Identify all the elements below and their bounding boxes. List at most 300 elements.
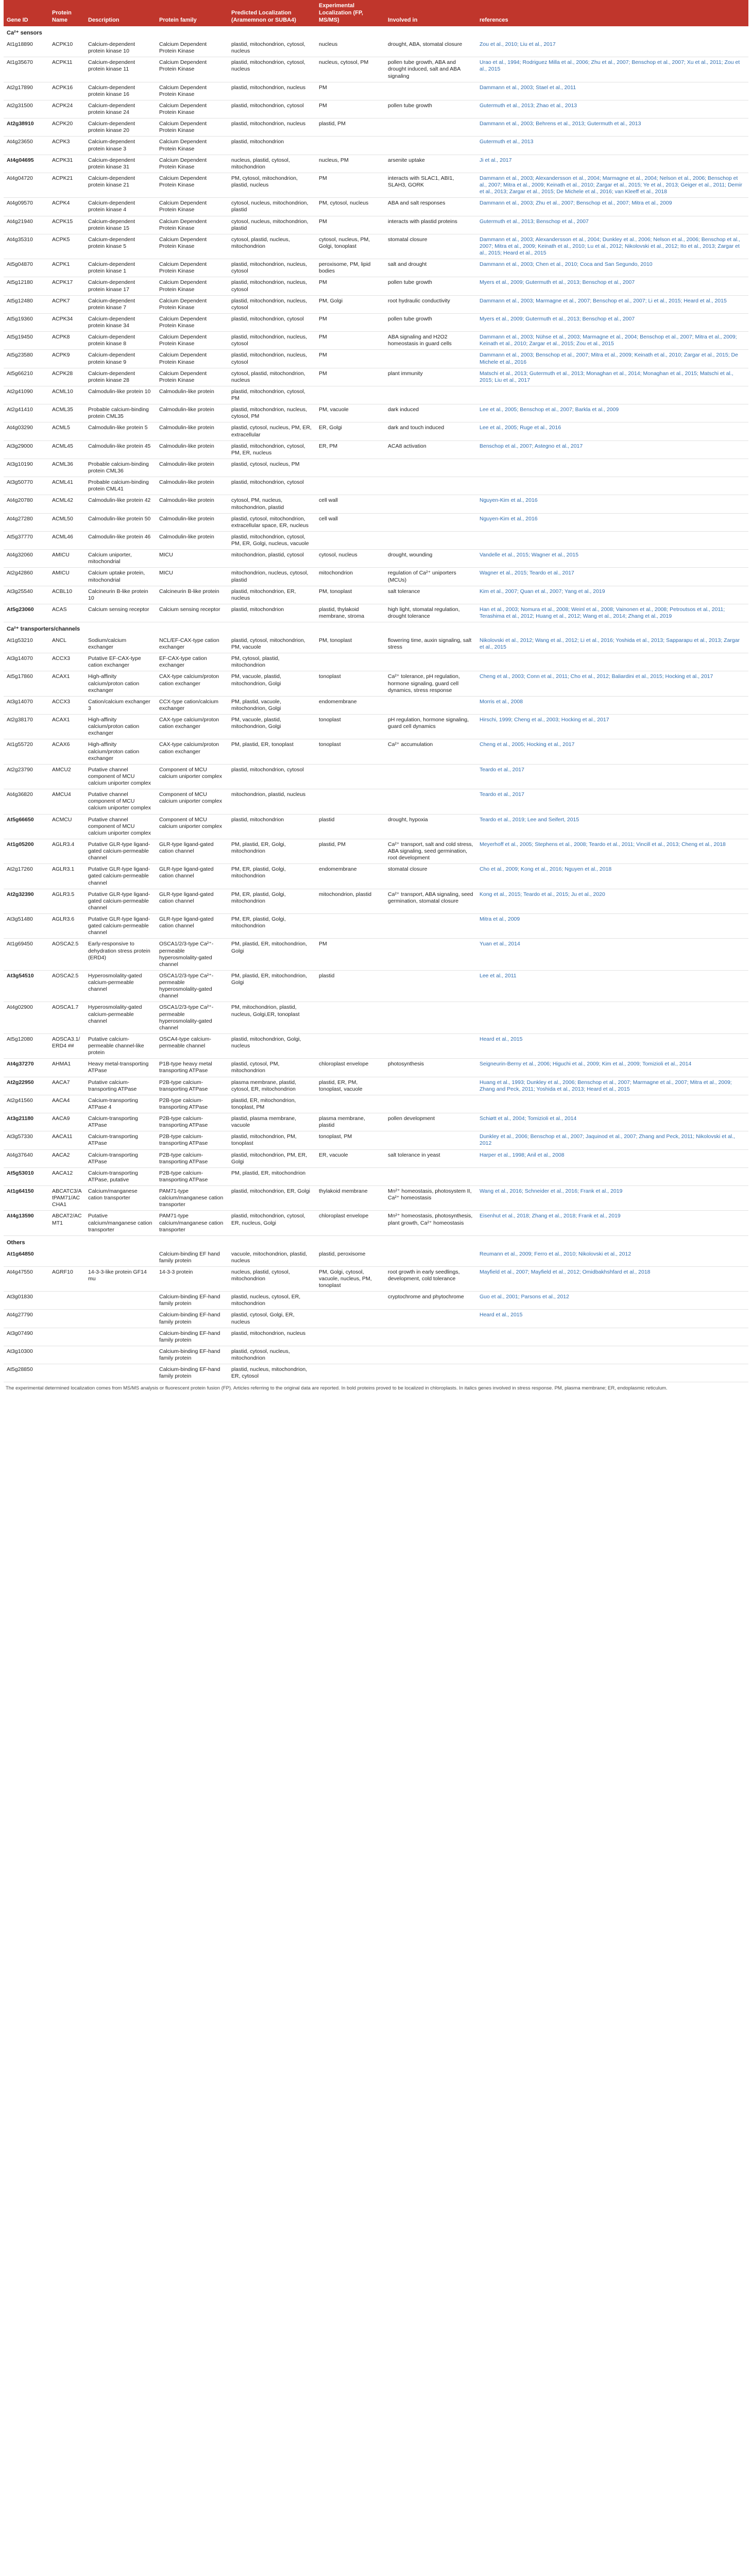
protein-family-cell: Calcium Dependent Protein Kinase — [156, 350, 228, 368]
description-cell: Probable calcium-binding protein CML36 — [85, 459, 156, 477]
protein-name-cell: ACPK15 — [49, 216, 85, 234]
description-cell: Heavy metal-transporting ATPase — [85, 1059, 156, 1077]
protein-family-cell: Calcium-binding EF-hand family protein — [156, 1346, 228, 1364]
gene-id-cell: At5g12480 — [4, 295, 49, 313]
gene-id-cell: At2g42860 — [4, 568, 49, 586]
involved-in-cell: Mn²⁺ homeostasis, photosynthesis, plant growth, Ca²⁺ homeostasis — [385, 1211, 476, 1235]
table-row — [4, 422, 748, 440]
protein-family-cell: CAX-type calcium/proton cation exchanger — [156, 739, 228, 764]
predicted-localization-cell: plastid, cytosol, mitochondrion, PM, vacuole — [228, 635, 316, 653]
gene-id-cell: At2g38170 — [4, 715, 49, 739]
protein-name-cell — [49, 1292, 85, 1310]
gene-id-cell: At3g57330 — [4, 1131, 49, 1149]
protein-name-cell: ACPK11 — [49, 57, 85, 82]
table-row — [4, 715, 748, 739]
protein-name-cell: ACPK5 — [49, 234, 85, 259]
experimental-localization-cell: nucleus — [316, 39, 385, 57]
references-cell: Wang et al., 2016; Schneider et al., 2016; Frank et al., 2019 — [476, 1186, 748, 1211]
references-cell: Harper et al., 1998; Anil et al., 2008 — [476, 1149, 748, 1167]
gene-id-cell: At1g64850 — [4, 1249, 49, 1267]
table-row — [4, 350, 748, 368]
references-cell: Urao et al., 1994; Rodriguez Milla et al., 2006; Zhu et al., 2007; Benschop et al., 2007; Xu et al., 2011; Zou et al., 2015 — [476, 57, 748, 82]
gene-id-cell: At4g35310 — [4, 234, 49, 259]
section-header-row — [4, 26, 748, 39]
table-row — [4, 1310, 748, 1328]
experimental-localization-cell: tonoplast — [316, 715, 385, 739]
involved-in-cell — [385, 1346, 476, 1364]
data-table — [4, 0, 748, 1382]
experimental-localization-cell: PM — [316, 939, 385, 971]
gene-id-cell: At2g32390 — [4, 889, 49, 913]
table-row — [4, 495, 748, 513]
references-cell: Dammann et al., 2003; Stael et al., 2011 — [476, 82, 748, 100]
section-title: Ca²⁺ sensors — [7, 30, 42, 37]
protein-name-cell: ACAX1 — [49, 715, 85, 739]
protein-name-cell: ACML42 — [49, 495, 85, 513]
description-cell: Calcium-dependent protein kinase 1 — [85, 259, 156, 277]
gene-id-cell: At5g19360 — [4, 313, 49, 331]
references-cell: Gutermuth et al., 2013; Zhao et al., 2013 — [476, 100, 748, 118]
protein-name-cell: ACPK8 — [49, 332, 85, 350]
experimental-localization-cell: plastid, peroxisome — [316, 1249, 385, 1267]
protein-name-cell: ACPK9 — [49, 350, 85, 368]
section-header-row — [4, 1235, 748, 1248]
protein-family-cell: Calcium Dependent Protein Kinase — [156, 277, 228, 295]
predicted-localization-cell: plastid, mitochondrion, nucleus, cytosol — [228, 259, 316, 277]
involved-in-cell — [385, 1310, 476, 1328]
predicted-localization-cell: plastid, cytosol, nucleus, PM — [228, 459, 316, 477]
references-cell: Yuan et al., 2014 — [476, 939, 748, 971]
protein-name-cell: AACA4 — [49, 1095, 85, 1113]
references-cell: Myers et al., 2009; Gutermuth et al., 2013; Benschop et al., 2007 — [476, 277, 748, 295]
involved-in-cell — [385, 82, 476, 100]
involved-in-cell: ACA8 activation — [385, 440, 476, 459]
table-row — [4, 459, 748, 477]
protein-family-cell: P1B-type heavy metal transporting ATPase — [156, 1059, 228, 1077]
predicted-localization-cell: PM, ER, plastid, Golgi, mitochondrion — [228, 864, 316, 889]
table-header — [4, 0, 748, 26]
table-row — [4, 1346, 748, 1364]
predicted-localization-cell: plastid, mitochondrion, ER, nucleus — [228, 586, 316, 604]
protein-name-cell: ACAS — [49, 604, 85, 622]
predicted-localization-cell: plastid, mitochondrion, cytosol, nucleus — [228, 57, 316, 82]
description-cell: Calmodulin-like protein 42 — [85, 495, 156, 513]
description-cell: Putative GLR-type ligand-gated calcium-permeable channel — [85, 914, 156, 939]
references-cell: Wagner et al., 2015; Teardo et al., 2017 — [476, 568, 748, 586]
predicted-localization-cell: cytosol, plastid, mitochondrion, nucleus — [228, 368, 316, 386]
involved-in-cell: drought, ABA, stomatal closure — [385, 39, 476, 57]
protein-family-cell: Calcium Dependent Protein Kinase — [156, 118, 228, 137]
column-header: Experimental Localization (FP, MS/MS) — [316, 0, 385, 26]
protein-family-cell: GLR-type ligand-gated cation channel — [156, 839, 228, 863]
gene-id-cell: At5g17860 — [4, 671, 49, 696]
section-title: Ca²⁺ transporters/channels — [7, 626, 80, 633]
references-cell: Reumann et al., 2009; Ferro et al., 2010; Nikolovski et al., 2012 — [476, 1249, 748, 1267]
predicted-localization-cell: PM, vacuole, plastid, mitochondrion, Golgi — [228, 671, 316, 696]
gene-id-cell: At5g28850 — [4, 1364, 49, 1382]
table-row — [4, 1131, 748, 1149]
references-cell: Huang et al., 1993; Dunkley et al., 2006; Benschop et al., 2007; Marmagne et al., 2007; Mitra et al., 2009; Zhang and Peck, 2011; Yoshida et al., 2013; Heard et al., 2015 — [476, 1077, 748, 1095]
table-row — [4, 671, 748, 696]
gene-id-cell: At2g31500 — [4, 100, 49, 118]
references-cell: Myers et al., 2009; Gutermuth et al., 2013; Benschop et al., 2007 — [476, 313, 748, 331]
protein-name-cell: AACA11 — [49, 1131, 85, 1149]
description-cell: Calcium-dependent protein kinase 9 — [85, 350, 156, 368]
experimental-localization-cell: plastid — [316, 814, 385, 839]
references-cell — [476, 1095, 748, 1113]
involved-in-cell — [385, 1167, 476, 1185]
protein-name-cell: AOSCA2.5 — [49, 939, 85, 971]
predicted-localization-cell: plastid, mitochondrion, cytosol — [228, 100, 316, 118]
protein-name-cell: ACBL10 — [49, 586, 85, 604]
description-cell: Calcium-transporting ATPase — [85, 1113, 156, 1131]
references-cell: Mayfield et al., 2007; Mayfield et al., 2012; Omidbakhshfard et al., 2018 — [476, 1266, 748, 1291]
involved-in-cell: high light, stomatal regulation, drought tolerance — [385, 604, 476, 622]
predicted-localization-cell: PM, plastid, ER, mitochondrion, Golgi — [228, 970, 316, 1002]
involved-in-cell: pollen tube growth — [385, 277, 476, 295]
involved-in-cell: stomatal closure — [385, 234, 476, 259]
involved-in-cell: regulation of Ca²⁺ uniporters (MCUs) — [385, 568, 476, 586]
protein-family-cell: P2B-type calcium-transporting ATPase — [156, 1095, 228, 1113]
protein-family-cell: P2B-type calcium-transporting ATPase — [156, 1167, 228, 1185]
protein-name-cell: ACPK31 — [49, 155, 85, 173]
table-row — [4, 1249, 748, 1267]
experimental-localization-cell — [316, 789, 385, 814]
experimental-localization-cell — [316, 1310, 385, 1328]
protein-family-cell: CAX-type calcium/proton cation exchanger — [156, 715, 228, 739]
protein-name-cell: ACPK34 — [49, 313, 85, 331]
table-row — [4, 477, 748, 495]
table-row — [4, 970, 748, 1002]
table-row — [4, 764, 748, 789]
predicted-localization-cell: mitochondrion, plastid, nucleus — [228, 789, 316, 814]
protein-name-cell: AACA7 — [49, 1077, 85, 1095]
references-cell — [476, 459, 748, 477]
references-cell: Ji et al., 2017 — [476, 155, 748, 173]
references-cell — [476, 386, 748, 404]
gene-id-cell: At1g69450 — [4, 939, 49, 971]
gene-id-cell: At3g54510 — [4, 970, 49, 1002]
involved-in-cell — [385, 1131, 476, 1149]
protein-name-cell: AACA12 — [49, 1167, 85, 1185]
involved-in-cell — [385, 513, 476, 531]
protein-family-cell: Calcium-binding EF-hand family protein — [156, 1328, 228, 1346]
table-row — [4, 513, 748, 531]
description-cell: Putative EF-CAX-type cation exchanger — [85, 653, 156, 671]
protein-name-cell: AMICU — [49, 550, 85, 568]
references-cell: Eisenhut et al., 2018; Zhang et al., 2018; Frank et al., 2019 — [476, 1211, 748, 1235]
table-row — [4, 118, 748, 137]
protein-family-cell: OSCA1/2/3-type Ca²⁺-permeable hyperosmolality-gated channel — [156, 939, 228, 971]
experimental-localization-cell — [316, 1346, 385, 1364]
description-cell: Calcium uniporter, mitochondrial — [85, 550, 156, 568]
predicted-localization-cell: PM, vacuole, plastid, mitochondrion, Golgi — [228, 715, 316, 739]
table-row — [4, 100, 748, 118]
table-body — [4, 26, 748, 1382]
predicted-localization-cell: plastid, plasma membrane, vacuole — [228, 1113, 316, 1131]
predicted-localization-cell: plastid, mitochondrion, nucleus, cytosol — [228, 332, 316, 350]
gene-id-cell: At2g41090 — [4, 386, 49, 404]
predicted-localization-cell: cytosol, nucleus, mitochondrion, plastid — [228, 216, 316, 234]
involved-in-cell — [385, 477, 476, 495]
references-cell: Lee et al., 2005; Ruge et al., 2016 — [476, 422, 748, 440]
involved-in-cell — [385, 764, 476, 789]
predicted-localization-cell: plastid, mitochondrion, nucleus, cytosol — [228, 277, 316, 295]
protein-name-cell: AGLR3.4 — [49, 839, 85, 863]
experimental-localization-cell: PM, Golgi — [316, 295, 385, 313]
experimental-localization-cell — [316, 137, 385, 155]
experimental-localization-cell: PM, Golgi, cytosol, vacuole, nucleus, PM, tonoplast — [316, 1266, 385, 1291]
protein-family-cell: Calcium Dependent Protein Kinase — [156, 368, 228, 386]
protein-family-cell: Component of MCU calcium uniporter complex — [156, 789, 228, 814]
protein-family-cell: P2B-type calcium-transporting ATPase — [156, 1131, 228, 1149]
gene-id-cell: At4g20780 — [4, 495, 49, 513]
involved-in-cell: pollen tube growth — [385, 313, 476, 331]
description-cell: Probable calcium-binding protein CML41 — [85, 477, 156, 495]
protein-name-cell: AOSCA2.5 — [49, 970, 85, 1002]
experimental-localization-cell — [316, 1002, 385, 1034]
protein-name-cell: AGLR3.6 — [49, 914, 85, 939]
references-cell: Nikolovski et al., 2012; Wang et al., 2012; Li et al., 2016; Yoshida et al., 2013; Sapparapu et al., 2013; Zargar et al., 2015 — [476, 635, 748, 653]
protein-name-cell: ACCX3 — [49, 696, 85, 714]
protein-name-cell: AACA2 — [49, 1149, 85, 1167]
involved-in-cell — [385, 459, 476, 477]
involved-in-cell: pollen tube growth, ABA and drought induced, salt and ABA signaling — [385, 57, 476, 82]
description-cell: 14-3-3-like protein GF14 mu — [85, 1266, 156, 1291]
gene-id-cell: At4g04695 — [4, 155, 49, 173]
predicted-localization-cell: PM, plastid, ER, Golgi, mitochondrion — [228, 839, 316, 863]
references-cell: Dammann et al., 2003; Zhu et al., 2007; Benschop et al., 2007; Mitra et al., 2009 — [476, 198, 748, 216]
protein-name-cell: AMCU4 — [49, 789, 85, 814]
gene-id-cell: At3g14070 — [4, 696, 49, 714]
experimental-localization-cell — [316, 1328, 385, 1346]
references-cell — [476, 1328, 748, 1346]
gene-id-cell: At1g55720 — [4, 739, 49, 764]
predicted-localization-cell: plastid, ER, mitochondrion, tonoplast, PM — [228, 1095, 316, 1113]
involved-in-cell — [385, 350, 476, 368]
gene-id-cell: At4g37640 — [4, 1149, 49, 1167]
references-cell: Benschop et al., 2007; Astegno et al., 2017 — [476, 440, 748, 459]
protein-name-cell: ACCX3 — [49, 653, 85, 671]
involved-in-cell — [385, 653, 476, 671]
description-cell: Calcium sensing receptor — [85, 604, 156, 622]
protein-family-cell: Calmodulin-like protein — [156, 440, 228, 459]
table-row — [4, 1033, 748, 1058]
protein-family-cell: Calcium Dependent Protein Kinase — [156, 100, 228, 118]
gene-id-cell: At3g29000 — [4, 440, 49, 459]
description-cell: Calcium-dependent protein kinase 21 — [85, 173, 156, 197]
involved-in-cell: ABA signaling and H2O2 homeostasis in guard cells — [385, 332, 476, 350]
protein-family-cell: 14-3-3 protein — [156, 1266, 228, 1291]
references-cell: Dammann et al., 2003; Alexandersson et al., 2004; Dunkley et al., 2006; Nelson et al., 2006; Benschop et al., 2007; Mitra et al., 2009; Keinath et al., 2010; Lu et al., 2012; Nikolovski et al., 2012; Ito et al., 2013; Zargar et al., 2015; Heard et al., 2015 — [476, 234, 748, 259]
protein-name-cell — [49, 1310, 85, 1328]
references-cell: Guo et al., 2001; Parsons et al., 2012 — [476, 1292, 748, 1310]
description-cell: Calcium/manganese cation transporter — [85, 1186, 156, 1211]
gene-id-cell: At5g12080 — [4, 1033, 49, 1058]
involved-in-cell — [385, 1095, 476, 1113]
gene-id-cell: At5g66210 — [4, 368, 49, 386]
references-cell: Teardo et al., 2019; Lee and Seifert, 2015 — [476, 814, 748, 839]
protein-family-cell: P2B-type calcium-transporting ATPase — [156, 1077, 228, 1095]
experimental-localization-cell: cell wall — [316, 513, 385, 531]
gene-id-cell: At2g17890 — [4, 82, 49, 100]
description-cell: Calcium-dependent protein kinase 10 — [85, 39, 156, 57]
column-header: Protein family — [156, 0, 228, 26]
table-row — [4, 386, 748, 404]
description-cell: Putative channel component of MCU calcium uniporter complex — [85, 814, 156, 839]
predicted-localization-cell: plastid, mitochondrion, nucleus, cytosol — [228, 295, 316, 313]
experimental-localization-cell: peroxisome, PM, lipid bodies — [316, 259, 385, 277]
table-row — [4, 313, 748, 331]
protein-family-cell: OSCA1/2/3-type Ca²⁺-permeable hyperosmolality-gated channel — [156, 1002, 228, 1034]
involved-in-cell: drought, wounding — [385, 550, 476, 568]
protein-name-cell: ACMCU — [49, 814, 85, 839]
experimental-localization-cell: PM — [316, 216, 385, 234]
experimental-localization-cell: ER, vacuole — [316, 1149, 385, 1167]
protein-family-cell: GLR-type ligand-gated cation channel — [156, 889, 228, 913]
involved-in-cell: salt tolerance — [385, 586, 476, 604]
references-cell — [476, 653, 748, 671]
gene-id-cell: At2g22950 — [4, 1077, 49, 1095]
description-cell — [85, 1328, 156, 1346]
involved-in-cell — [385, 970, 476, 1002]
table-row — [4, 739, 748, 764]
gene-id-cell: At5g37770 — [4, 531, 49, 549]
protein-family-cell: Component of MCU calcium uniporter complex — [156, 814, 228, 839]
predicted-localization-cell: plastid, nucleus, mitochondrion, ER, cytosol — [228, 1364, 316, 1382]
protein-name-cell: ACPK17 — [49, 277, 85, 295]
protein-name-cell: ACML36 — [49, 459, 85, 477]
protein-family-cell: OSCA1/2/3-type Ca²⁺-permeable hyperosmolality-gated channel — [156, 970, 228, 1002]
references-cell — [476, 1167, 748, 1185]
description-cell: High-affinity calcium/proton cation exchanger — [85, 739, 156, 764]
protein-name-cell: ACPK3 — [49, 137, 85, 155]
references-cell: Mitra et al., 2009 — [476, 914, 748, 939]
protein-family-cell: MICU — [156, 568, 228, 586]
experimental-localization-cell: PM, tonoplast — [316, 586, 385, 604]
protein-family-cell: EF-CAX-type cation exchanger — [156, 653, 228, 671]
gene-id-cell: At3g14070 — [4, 653, 49, 671]
experimental-localization-cell: plastid, PM — [316, 839, 385, 863]
column-header: references — [476, 0, 748, 26]
references-cell: Dammann et al., 2003; Alexandersson et al., 2004; Marmagne et al., 2004; Nelson et al., 2006; Benschop et al., 2007; Mitra et al., 2009; Keinath et al., 2010; Zargar et al., 2015; Ye et al., 2013; Geiger et al., 2011; Demir et al., 2013; Zargar et al., 2015; De Michele et al., 2016; van Kleeff et al., 2018 — [476, 173, 748, 197]
involved-in-cell: root growth in early seedlings, development, cold tolerance — [385, 1266, 476, 1291]
description-cell: Putative GLR-type ligand-gated calcium-permeable channel — [85, 839, 156, 863]
involved-in-cell — [385, 118, 476, 137]
involved-in-cell: arsenite uptake — [385, 155, 476, 173]
protein-family-cell: Calcium Dependent Protein Kinase — [156, 82, 228, 100]
references-cell: Schiøtt et al., 2004; Tomizioli et al., 2014 — [476, 1113, 748, 1131]
description-cell: Calcium-dependent protein kinase 34 — [85, 313, 156, 331]
section-header-row — [4, 622, 748, 635]
table-row — [4, 137, 748, 155]
description-cell: Putative GLR-type ligand-gated calcium-permeable channel — [85, 864, 156, 889]
involved-in-cell: flowering time, auxin signaling, salt stress — [385, 635, 476, 653]
predicted-localization-cell: plastid, mitochondrion, cytosol, ER, nucleus, Golgi — [228, 1211, 316, 1235]
predicted-localization-cell: PM, cytosol, plastid, mitochondrion — [228, 653, 316, 671]
references-cell: Kim et al., 2007; Quan et al., 2007; Yang et al., 2019 — [476, 586, 748, 604]
experimental-localization-cell: PM, vacuole — [316, 404, 385, 422]
table-row — [4, 1167, 748, 1185]
protein-name-cell: AOSCA3.1/ERD4 ## — [49, 1033, 85, 1058]
experimental-localization-cell: plastid, ER, PM, tonoplast, vacuole — [316, 1077, 385, 1095]
protein-family-cell: Calmodulin-like protein — [156, 477, 228, 495]
description-cell: Calcium-dependent protein kinase 20 — [85, 118, 156, 137]
protein-family-cell: Calcium Dependent Protein Kinase — [156, 155, 228, 173]
predicted-localization-cell: plastid, mitochondrion, Golgi, nucleus — [228, 1033, 316, 1058]
predicted-localization-cell: plastid, mitochondrion, cytosol — [228, 764, 316, 789]
experimental-localization-cell: PM — [316, 100, 385, 118]
gene-id-cell: At5g19450 — [4, 332, 49, 350]
protein-name-cell — [49, 1328, 85, 1346]
protein-name-cell: ABCAT2/ACMT1 — [49, 1211, 85, 1235]
description-cell: Calcium-transporting ATPase 4 — [85, 1095, 156, 1113]
page — [4, 0, 748, 1392]
protein-name-cell: ACML45 — [49, 440, 85, 459]
involved-in-cell: interacts with plastid proteins — [385, 216, 476, 234]
table-row — [4, 1095, 748, 1113]
table-row — [4, 1186, 748, 1211]
table-row — [4, 1149, 748, 1167]
references-cell: Heard et al., 2015 — [476, 1310, 748, 1328]
involved-in-cell: Ca²⁺ tolerance, pH regulation, hormone signaling, guard cell dynamics, stress response — [385, 671, 476, 696]
description-cell: Cation/calcium exchanger 3 — [85, 696, 156, 714]
protein-family-cell: Calcium Dependent Protein Kinase — [156, 332, 228, 350]
gene-id-cell: At2g41560 — [4, 1095, 49, 1113]
experimental-localization-cell: mitochondrion, plastid — [316, 889, 385, 913]
predicted-localization-cell: plastid, mitochondrion, nucleus — [228, 82, 316, 100]
description-cell: Putative calcium/manganese cation transporter — [85, 1211, 156, 1235]
predicted-localization-cell: plastid, mitochondrion, cytosol, nucleus — [228, 39, 316, 57]
experimental-localization-cell — [316, 1167, 385, 1185]
table-row — [4, 939, 748, 971]
references-cell: Lee et al., 2005; Benschop et al., 2007; Barkla et al., 2009 — [476, 404, 748, 422]
involved-in-cell — [385, 789, 476, 814]
involved-in-cell: plant immunity — [385, 368, 476, 386]
table-row — [4, 696, 748, 714]
table-row — [4, 198, 748, 216]
predicted-localization-cell: plastid, mitochondrion — [228, 137, 316, 155]
column-header: Description — [85, 0, 156, 26]
references-cell: Han et al., 2003; Nomura et al., 2008; Weinl et al., 2008; Vainonen et al., 2008; Petroutsos et al., 2011; Terashima et al., 2012; Huang et al., 2012; Wang et al., 2014; Zhang et al., 2019 — [476, 604, 748, 622]
description-cell: Calcium-dependent protein kinase 8 — [85, 332, 156, 350]
predicted-localization-cell: PM, plastid, ER, tonoplast — [228, 739, 316, 764]
gene-id-cell: At3g07490 — [4, 1328, 49, 1346]
description-cell: Early-responsive to dehydration stress protein (ERD4) — [85, 939, 156, 971]
table-row — [4, 39, 748, 57]
protein-name-cell: ACPK10 — [49, 39, 85, 57]
protein-family-cell: P2B-type calcium-transporting ATPase — [156, 1113, 228, 1131]
references-cell — [476, 1002, 748, 1034]
gene-id-cell: At4g04720 — [4, 173, 49, 197]
table-row — [4, 332, 748, 350]
experimental-localization-cell — [316, 1033, 385, 1058]
experimental-localization-cell — [316, 914, 385, 939]
table-row — [4, 653, 748, 671]
predicted-localization-cell: plastid, nucleus, cytosol, ER, mitochondrion — [228, 1292, 316, 1310]
gene-id-cell: At2g17260 — [4, 864, 49, 889]
experimental-localization-cell: cytosol, nucleus, PM, Golgi, tonoplast — [316, 234, 385, 259]
experimental-localization-cell: PM — [316, 173, 385, 197]
involved-in-cell: interacts with SLAC1, ABI1, SLAH3, GORK — [385, 173, 476, 197]
description-cell: Putative channel component of MCU calcium uniporter complex — [85, 764, 156, 789]
protein-family-cell: Calcium Dependent Protein Kinase — [156, 173, 228, 197]
predicted-localization-cell: PM, ER, plastid, Golgi, mitochondrion — [228, 889, 316, 913]
protein-name-cell: ACML46 — [49, 531, 85, 549]
predicted-localization-cell: plasma membrane, plastid, cytosol, ER, mitochondrion — [228, 1077, 316, 1095]
experimental-localization-cell — [316, 1095, 385, 1113]
experimental-localization-cell: nucleus, cytosol, PM — [316, 57, 385, 82]
